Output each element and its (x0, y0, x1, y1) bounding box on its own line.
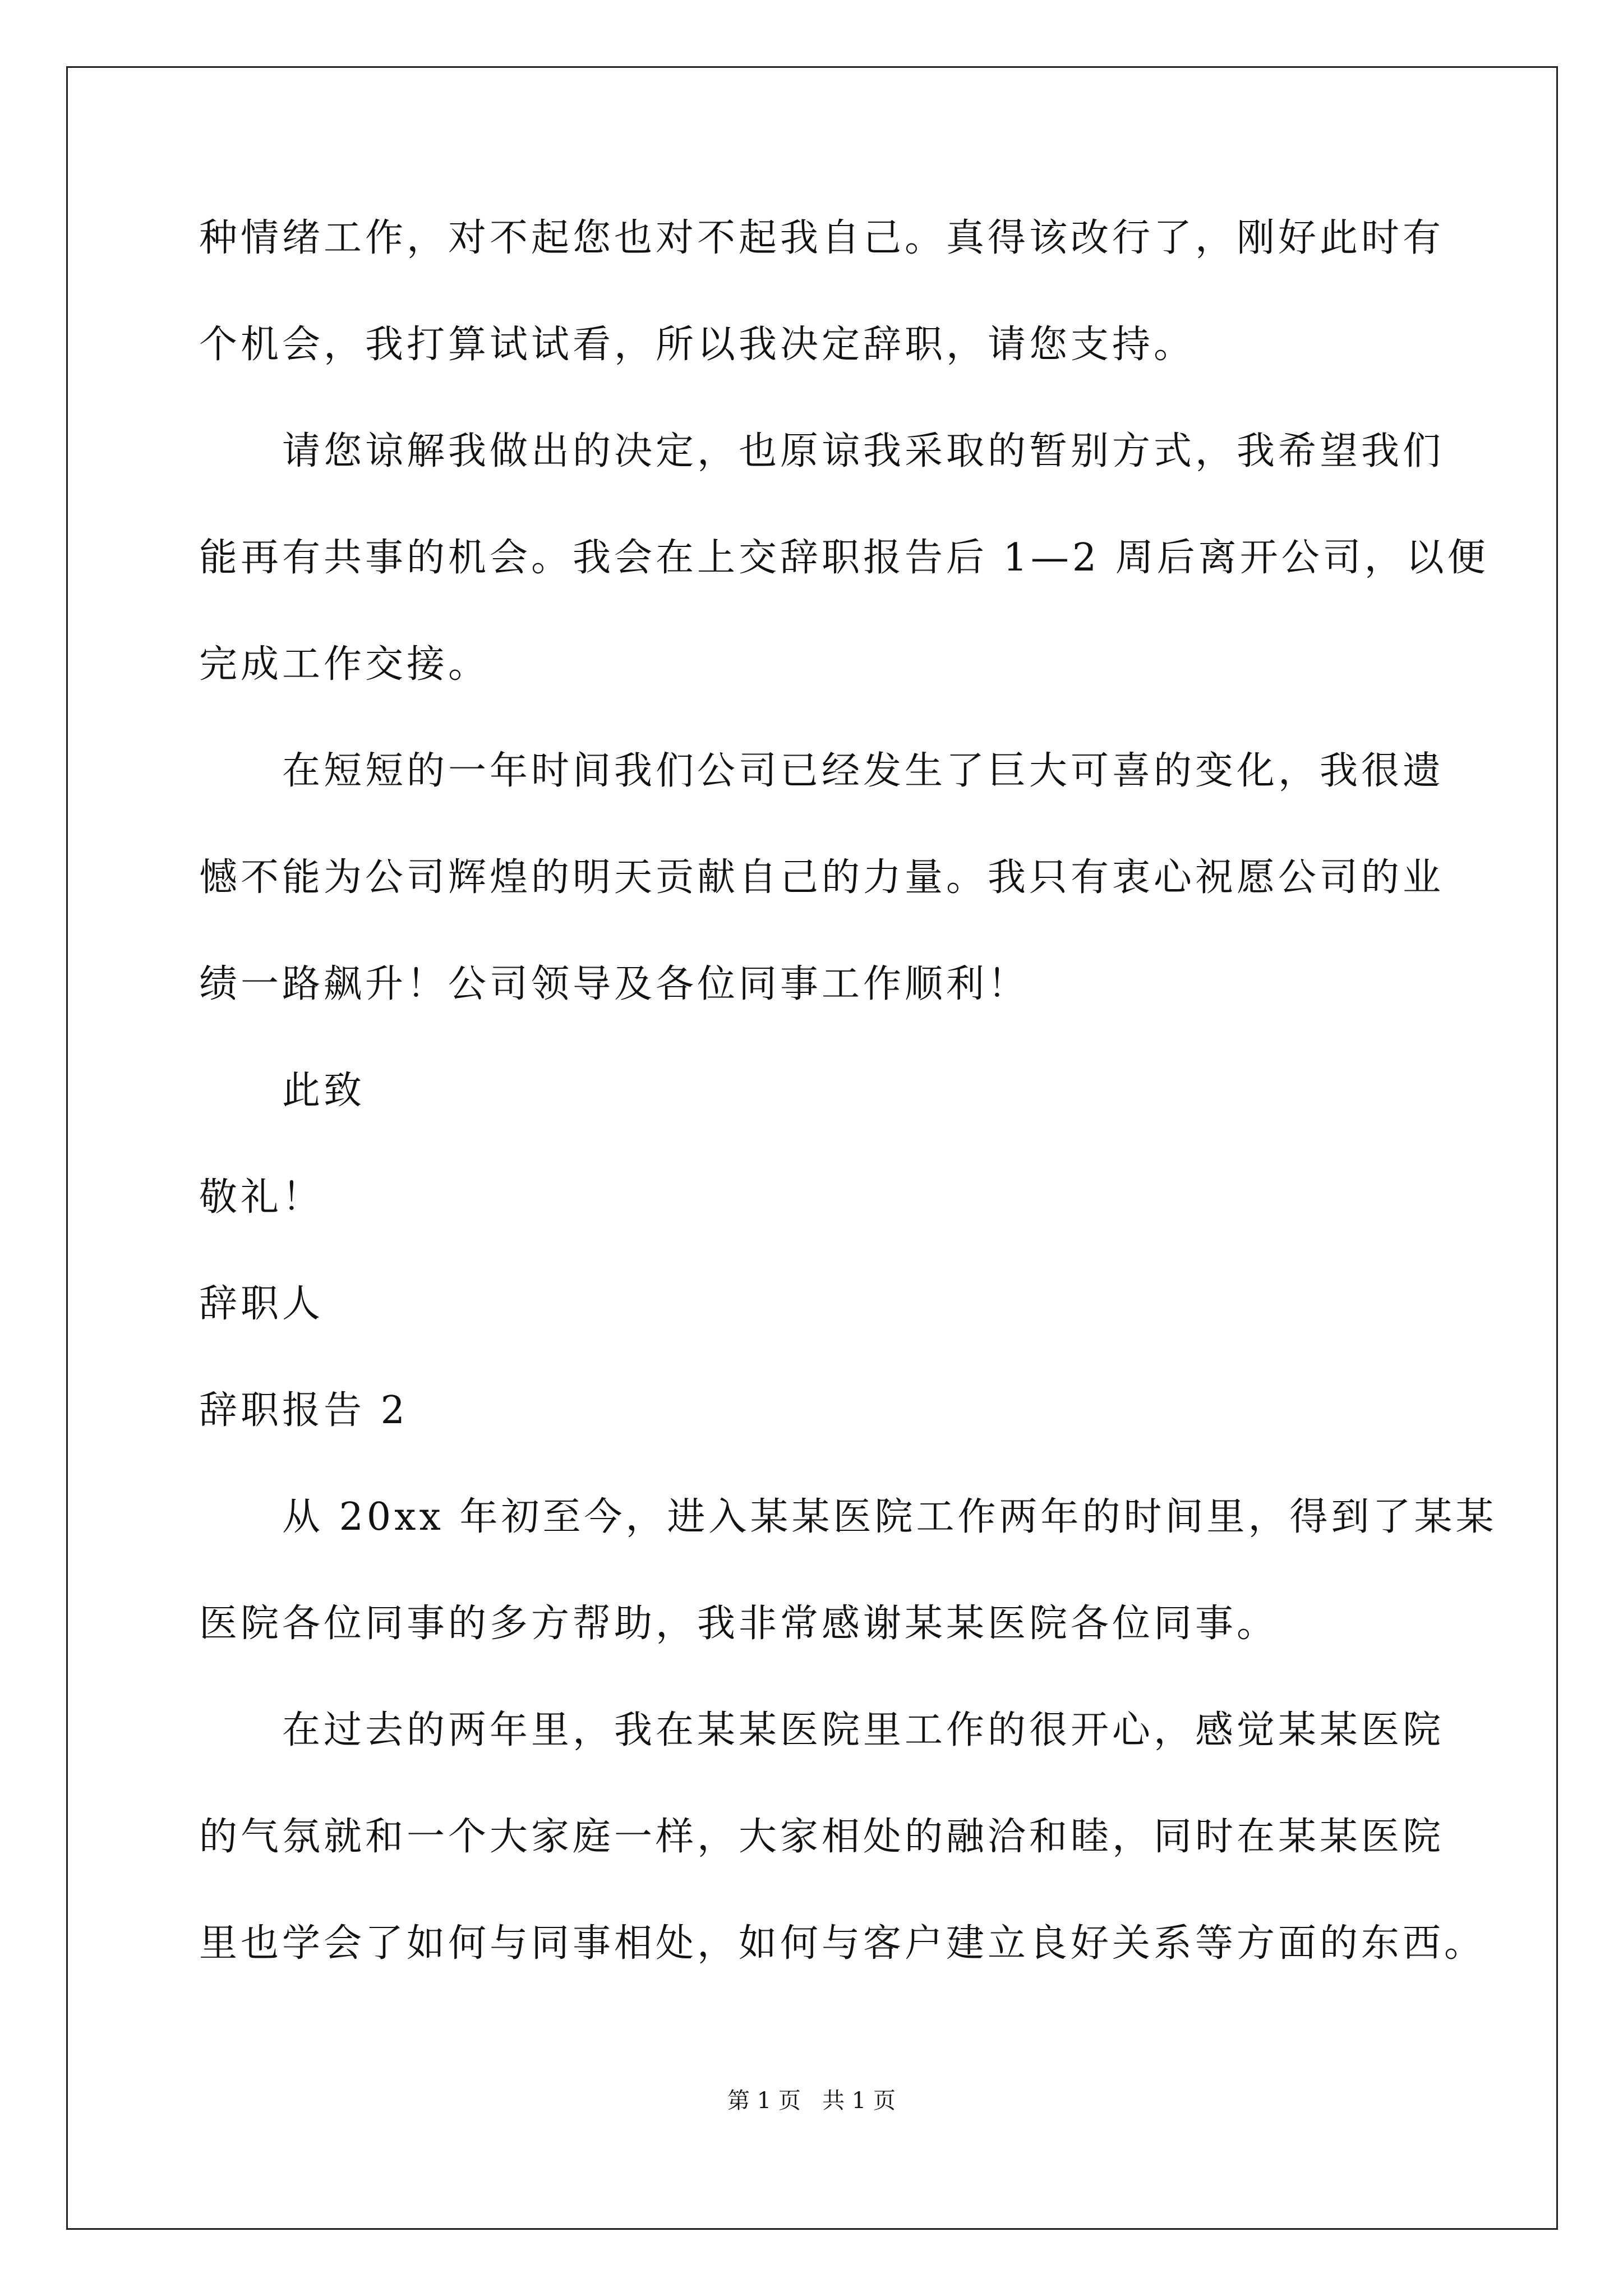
closing-salutation: 此致 (282, 1069, 366, 1113)
signature-label: 辞职人 (199, 1282, 324, 1326)
text-line: 绩一路飙升！公司领导及各位同事工作顺利！ (199, 962, 1030, 1006)
text-line: 个机会，我打算试试看，所以我决定辞职，请您支持。 (199, 323, 1196, 367)
text-line: 的气氛就和一个大家庭一样，大家相处的融洽和睦，同时在某某医院 (199, 1815, 1445, 1859)
section-title: 辞职报告 2 (199, 1388, 408, 1433)
closing-regards: 敬礼！ (199, 1175, 324, 1220)
text-line: 能再有共事的机会。我会在上交辞职报告后 1—2 周后离开公司，以便 (199, 536, 1489, 580)
paragraph-start-line: 在过去的两年里，我在某某医院里工作的很开心，感觉某某医院 (282, 1708, 1445, 1752)
page-number-footer: 第 1 页 共 1 页 (727, 2088, 896, 2114)
paragraph-start-line: 在短短的一年时间我们公司已经发生了巨大可喜的变化，我很遗 (282, 749, 1445, 793)
page-border (66, 66, 1558, 2230)
text-line: 里也学会了如何与同事相处，如何与客户建立良好关系等方面的东西。 (199, 1921, 1486, 1966)
text-line: 医院各位同事的多方帮助，我非常感谢某某医院各位同事。 (199, 1602, 1279, 1646)
paragraph-start-line: 从 20xx 年初至今，进入某某医院工作两年的时间里，得到了某某 (282, 1495, 1497, 1539)
paragraph-start-line: 请您谅解我做出的决定，也原谅我采取的暂别方式，我希望我们 (282, 429, 1445, 473)
text-line: 完成工作交接。 (199, 642, 490, 687)
text-line: 憾不能为公司辉煌的明天贡献自己的力量。我只有衷心祝愿公司的业 (199, 855, 1445, 900)
text-line: 种情绪工作，对不起您也对不起我自己。真得该改行了，刚好此时有 (199, 216, 1445, 260)
